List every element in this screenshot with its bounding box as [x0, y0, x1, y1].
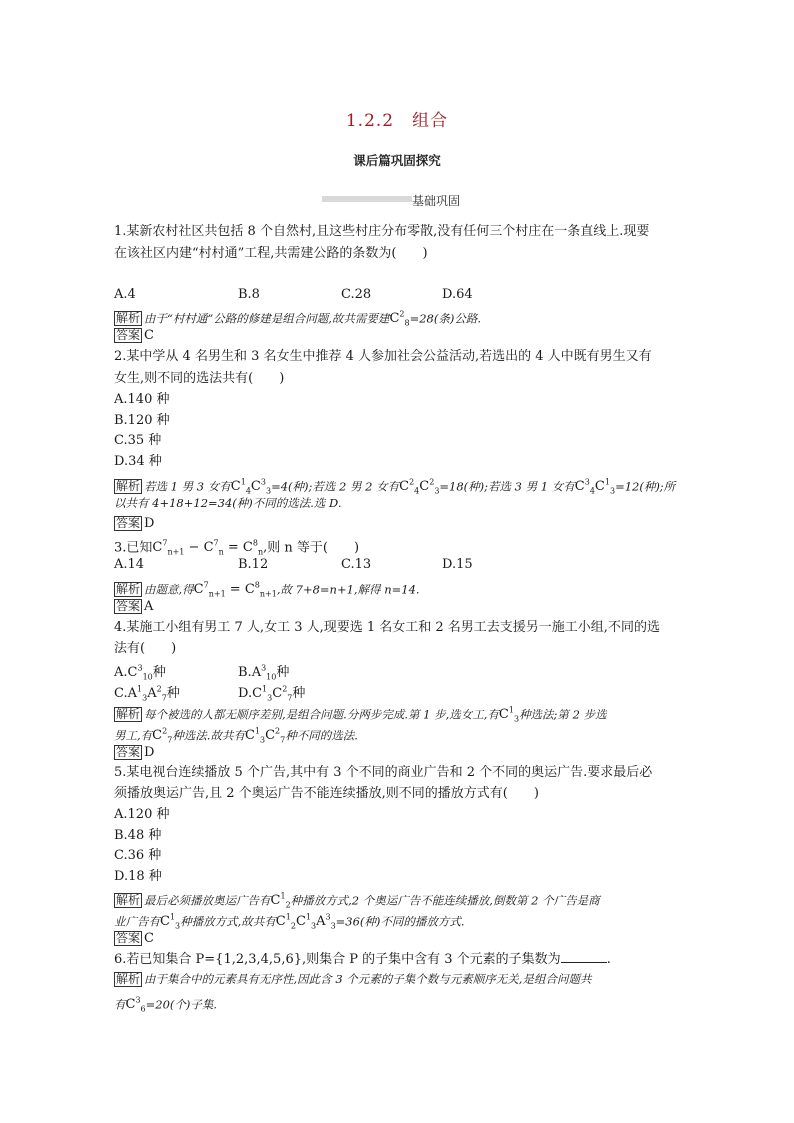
q1-line1: 1.某新农村社区共包括 8 个自然村,且这些村庄分布零散,没有任何三个村庄在一条直线上.现要	[114, 224, 650, 239]
q1-analysis: 解析 由于“村村通”公路的修建是组合问题,故共需要建$C^2_8=28$(条)公路.	[116, 310, 481, 328]
q3-option-d: D.15	[442, 557, 473, 572]
q1-option-c: C.28	[341, 287, 372, 302]
q2-line1: 2.某中学从 4 名男生和 3 名女生中推荐 4 人参加社会公益活动,若选出的 4 人中既有男生又有	[114, 349, 652, 364]
q4-analysis-line1: 解析 每个被选的人都无顺序差别,是组合问题.分两步完成.第 1 步,选女工,有$C^1_3$种选法;第 2 步选	[116, 706, 607, 724]
q3-options	[114, 557, 714, 573]
section-heading: 基础巩固	[412, 194, 461, 208]
q1-option-a: A.4	[114, 287, 136, 302]
q5-option-b: B.48 种	[114, 828, 162, 843]
answer-blank[interactable]	[561, 951, 607, 963]
q6-stem: 6.若已知集合 P={1,2,3,4,5,6},则集合 P 的子集中含有 3 个元素的子集数为 .	[114, 952, 611, 967]
q1-option-d: D.64	[442, 287, 473, 302]
q2-analysis-line2: 以共有 4+18+12=34(种)不同的选法.选 D.	[114, 496, 342, 510]
q3-stem: 3.已知$C^7_{n+1} - C^7_n = C^8_n$,则 n 等于( )	[114, 539, 360, 557]
answer-tag: 答案	[116, 931, 141, 945]
q2-option-b: B.120 种	[114, 413, 170, 428]
q5-analysis-line1: 解析 最后必须播放奥运广告有$C^1_2$种播放方式,2 个奥运广告不能连续播放,倒数第 2 个广告是商	[116, 892, 600, 910]
q1-line2: 在该社区内建“村村通”工程,共需建公路的条数为( )	[114, 246, 428, 261]
q3-analysis: 解析 由题意,得$C^7_{n+1} = C^8_{n+1}$,故 7+8=n+1,解得 n=14.	[116, 581, 420, 599]
analysis-tag: 解析	[116, 479, 141, 494]
q2-answer: 答案 D	[116, 516, 155, 531]
q5-option-c: C.36 种	[114, 848, 162, 863]
q4-analysis-line2: 男工,有$C^2_7$种选法.故共有$C^1_3C^2_7$种不同的选法.	[114, 727, 358, 745]
q5-option-d: D.18 种	[114, 869, 162, 884]
q4-options-row2	[114, 682, 714, 703]
q3-option-c: C.13	[341, 557, 372, 572]
analysis-tag: 解析	[116, 972, 141, 986]
answer-tag: 答案	[116, 745, 141, 759]
q4-answer: 答案 D	[116, 745, 155, 760]
answer-tag: 答案	[116, 599, 141, 613]
q3-option-a: A.14	[114, 557, 145, 572]
q5-line2: 须播放奥运广告,且 2 个奥运广告不能连续播放,则不同的播放方式有( )	[114, 786, 539, 801]
page-title: 1.2.2 组合	[345, 111, 449, 131]
q5-answer: 答案 C	[116, 931, 154, 946]
page-subtitle: 课后篇巩固探究	[353, 153, 441, 168]
q4-line1: 4.某施工小组有男工 7 人,女工 3 人,现要选 1 名女工和 2 名男工去支援另一施工小组,不同的选	[114, 620, 660, 635]
section-bar	[322, 196, 412, 202]
q2-option-d: D.34 种	[114, 454, 162, 469]
q1-answer: 答案 C	[116, 328, 154, 343]
q6-analysis-line2: 有$C^3_6=20$(个)子集.	[114, 996, 218, 1014]
q2-line2: 女生,则不同的选法共有( )	[114, 371, 285, 386]
q5-analysis-line2: 业广告有$C^1_3$种播放方式,故共有$C^1_2C^1_3A^3_3=36$(种)不同的播放方式.	[114, 913, 465, 931]
q4-option-c: $C.A^1_3A^2_7$种	[114, 684, 180, 703]
q3-option-b: B.12	[238, 557, 269, 572]
q3-answer: 答案 A	[116, 599, 154, 614]
q1-options	[114, 287, 714, 303]
q2-option-a: A.140 种	[114, 392, 170, 407]
q4-option-b: $B.A^3_{10}$种	[238, 663, 290, 682]
q2-analysis-line1: 解析 若选 1 男 3 女有$C^1_4C^3_3=4$(种);若选 2 男 2 女有$C^2_4C^2_3=18$(种);若选 3 男 1 女有$C^3_4C^1_3=12$(种);所	[116, 478, 676, 496]
analysis-tag: 解析	[116, 311, 141, 326]
q2-option-c: C.35 种	[114, 433, 162, 448]
q4-line2: 法有( )	[114, 641, 177, 656]
analysis-tag: 解析	[116, 707, 141, 722]
answer-tag: 答案	[116, 516, 141, 530]
analysis-tag: 解析	[116, 893, 141, 908]
q5-option-a: A.120 种	[114, 807, 170, 822]
answer-tag: 答案	[116, 328, 141, 342]
q1-option-b: B.8	[238, 287, 260, 302]
q5-line1: 5.某电视台连续播放 5 个广告,其中有 3 个不同的商业广告和 2 个不同的奥运广告.要求最后必	[114, 765, 653, 780]
q4-options-row1	[114, 661, 714, 682]
q4-option-a: $A.C^3_{10}$种	[114, 663, 166, 682]
q6-analysis-line1: 解析 由于集合中的元素具有无序性,因此含 3 个元素的子集个数与元素顺序无关,是组合问题共	[116, 972, 592, 986]
q4-option-d: $D.C^1_3C^2_7$种	[238, 684, 306, 703]
analysis-tag: 解析	[116, 582, 141, 597]
